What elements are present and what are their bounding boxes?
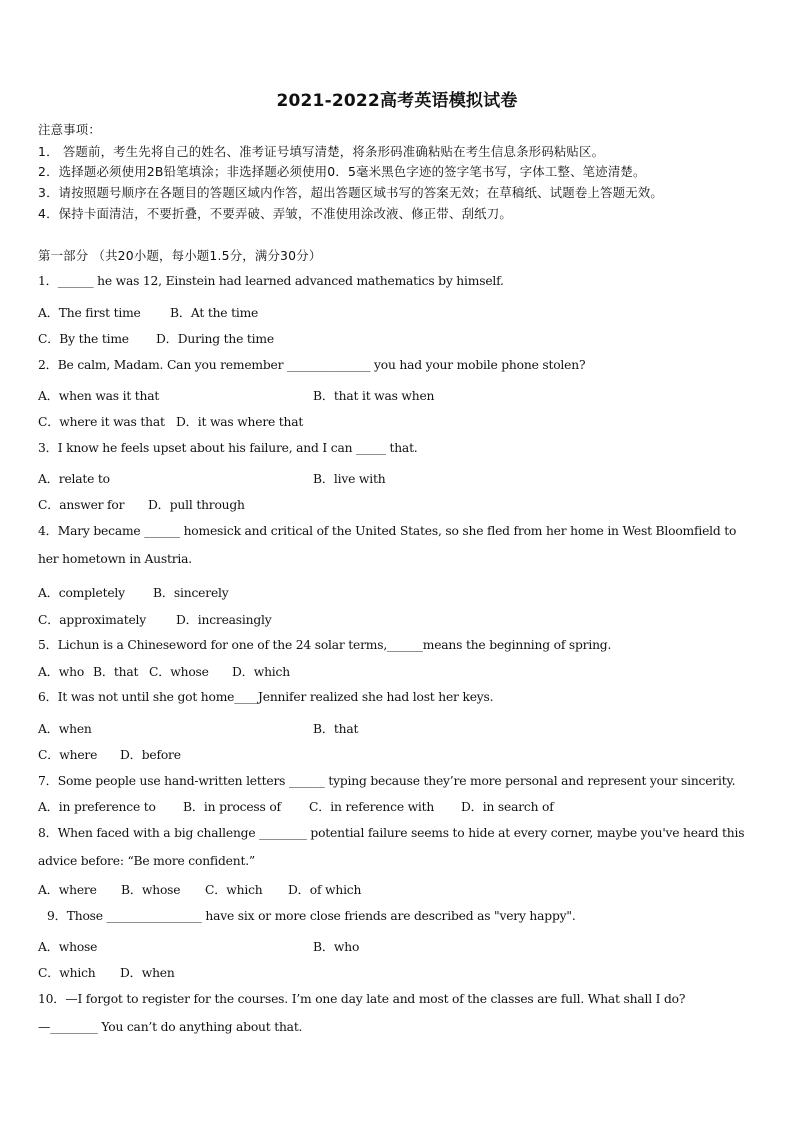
option-b: B．whose (121, 883, 181, 897)
option-c: C．whose (149, 665, 209, 679)
question-stem: 2．Be calm, Madam. Can you remember ______________ you had your mobile phone stolen? (38, 358, 586, 372)
option-d: D．it was where that (176, 415, 304, 429)
option-d: D．when (120, 966, 175, 980)
question-stem: 6．It was not until she got home____Jennifer realized she had lost her keys. (38, 690, 494, 704)
option-a: A．who (38, 665, 85, 679)
question-stem-continued: advice before: “Be more confident.” (38, 854, 256, 868)
option-c: C．where (38, 748, 98, 762)
option-c: C．which (38, 966, 96, 980)
option-d: D．of which (288, 883, 362, 897)
question-stem: 4．Mary became ______ homesick and critical of the United States, so she fled from her home in West Bloomfield to (38, 524, 737, 538)
option-b: B．that (313, 722, 359, 736)
option-c: C．approximately (38, 613, 147, 627)
question-stem: 8．When faced with a big challenge ________ potential failure seems to hide at every corner, maybe you've heard this (38, 826, 745, 840)
option-a: A．completely (38, 586, 125, 600)
option-c: C．in reference with (309, 800, 435, 814)
question-stem-continued: —________ You can’t do anything about that. (38, 1020, 303, 1034)
option-d: D．which (232, 665, 290, 679)
option-d: D．During the time (156, 332, 274, 346)
option-b: B．who (313, 940, 360, 954)
option-b: B．in process of (183, 800, 281, 814)
option-a: A．in preference to (38, 800, 156, 814)
option-c: C．answer for (38, 498, 125, 512)
section-heading: 第一部分 （共20小题，每小题1.5分，满分30分） (38, 248, 322, 263)
option-b: B．live with (313, 472, 386, 486)
option-b: B．that (93, 665, 139, 679)
option-a: A．when (38, 722, 92, 736)
option-a: A．whose (38, 940, 98, 954)
notice-item: 3．请按照题号顺序在各题目的答题区域内作答，超出答题区域书写的答案无效；在草稿纸、试题卷上答题无效。 (38, 185, 664, 200)
option-c: C．which (205, 883, 263, 897)
option-d: D．in search of (461, 800, 554, 814)
option-a: A．relate to (38, 472, 110, 486)
option-b: B．sincerely (153, 586, 229, 600)
option-d: D．increasingly (176, 613, 272, 627)
option-d: D．pull through (148, 498, 245, 512)
option-c: C．where it was that (38, 415, 165, 429)
option-b: B．At the time (170, 306, 259, 320)
exam-title: 2021-2022高考英语模拟试卷 (276, 91, 518, 111)
notice-heading: 注意事项： (38, 122, 101, 137)
notice-item: 4．保持卡面清洁，不要折叠，不要弄破、弄皱，不准使用涂改液、修正带、刮纸刀。 (38, 206, 512, 221)
option-c: C．By the time (38, 332, 129, 346)
option-b: B．that it was when (313, 389, 435, 403)
question-stem: 5．Lichun is a Chineseword for one of the 24 solar terms,______means the beginning of spring. (38, 638, 612, 652)
notice-item: 1． 答题前，考生先将自己的姓名、准考证号填写清楚，将条形码准确粘贴在考生信息条形码粘贴区。 (38, 144, 605, 159)
question-stem: 9．Those ________________ have six or more close friends are described as "very happy". (47, 909, 576, 923)
question-stem-continued: her hometown in Austria. (38, 552, 193, 566)
question-stem: 10．—I forgot to register for the courses. I’m one day late and most of the classes are full. What shall I do? (38, 992, 686, 1006)
option-a: A．when was it that (38, 389, 160, 403)
question-stem: 3．I know he feels upset about his failure, and I can _____ that. (38, 441, 418, 455)
option-d: D．before (120, 748, 181, 762)
option-a: A．The first time (38, 306, 141, 320)
question-stem: 7．Some people use hand-written letters ______ typing because they’re more personal and represent your sincerity. (38, 774, 736, 788)
option-a: A．where (38, 883, 97, 897)
question-stem: 1．______ he was 12, Einstein had learned advanced mathematics by himself. (38, 274, 504, 288)
notice-item: 2．选择题必须使用2B铅笔填涂；非选择题必须使用0．5毫米黑色字迹的签字笔书写，字体工整、笔迹清楚。 (38, 164, 646, 179)
